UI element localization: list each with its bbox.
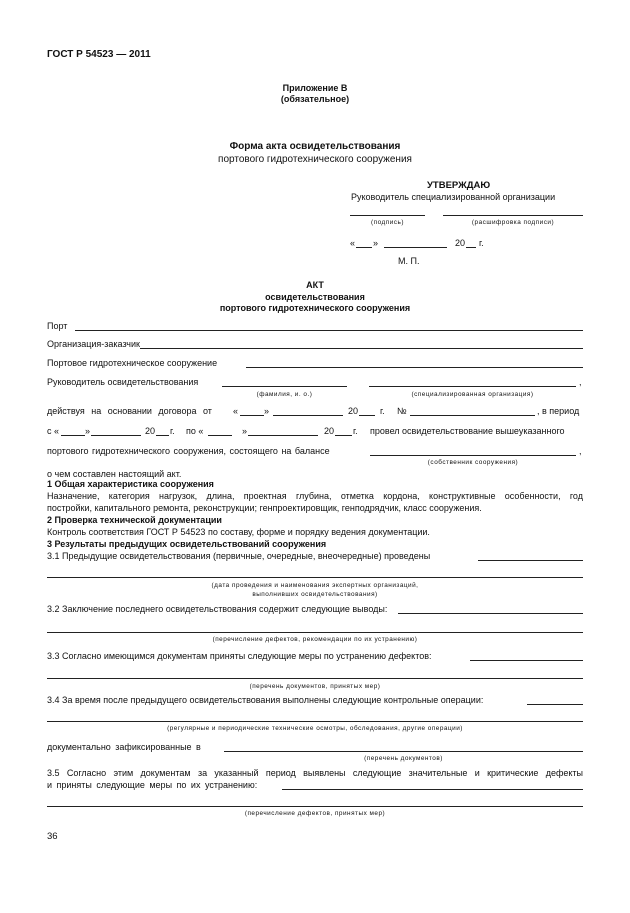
approval-date-open: « [350,238,356,248]
section3-1-line-b [47,577,583,578]
section3-5-text-line2: и приняты следующие меры по их устранению: [47,780,258,790]
period-from-year-line [156,435,169,436]
basis-g: г. [380,406,385,416]
period-quote: » [85,426,91,436]
act-title: АКТ [306,280,324,290]
owner-caption: (собственник сооружения) [427,459,519,466]
basis-no: № [397,406,407,416]
section3-5-caption: (перечисление дефектов, принятых мер) [244,810,386,817]
section2-title: 2 Проверка технической документации [47,515,222,525]
section1-title: 1 Общая характеристика сооружения [47,479,214,489]
approval-year-suffix: г. [479,238,484,248]
approver-role: Руководитель специализированной организации [351,192,556,202]
basis-quote-open: « [233,406,239,416]
period-to-month-line [248,435,318,436]
approval-year: 20 [455,238,466,248]
basis-label: действуя на основании договора от [47,406,212,416]
section3-1-line-a [478,560,583,561]
period-year2: 20 [324,426,335,436]
basis-end: , в период [537,406,580,416]
section3-3-caption: (перечень документов, принятых мер) [249,683,381,690]
head-label: Руководитель освидетельствования [47,377,199,387]
basis-year-line [359,415,375,416]
act-title-line2: освидетельствования [265,292,365,302]
period-to: по « [186,426,204,436]
port-label: Порт [47,321,68,331]
period-to-year-line [335,435,352,436]
section3-2-text: 3.2 Заключение последнего освидетельствования содержит следующие выводы: [47,604,388,614]
signature-caption: (подпись) [371,219,404,226]
structure-line [246,367,583,368]
section3-4-line-b [47,721,583,722]
section3-title: 3 Результаты предыдущих освидетельствований сооружения [47,539,327,549]
period-to-day-line [208,435,232,436]
approval-year-line [466,247,476,248]
approve-label: УТВЕРЖДАЮ [427,180,491,191]
period-end: провел освидетельствование вышеуказанного [370,426,565,436]
act-title-line3: портового гидротехнического сооружения [219,303,411,313]
approval-date-close: » [373,238,379,248]
section3-4-doc-label: документально зафиксированные в [47,742,201,752]
section3-4-doc-line [224,751,583,752]
period-from-day-line [61,435,85,436]
period-g: г. [170,426,175,436]
basis-day-line [240,415,264,416]
appendix-status: (обязательное) [280,94,350,104]
decoding-caption: (расшифровка подписи) [471,219,555,226]
section3-5-line-a [282,789,583,790]
form-title-line1: Форма акта освидетельствования [229,141,401,152]
section3-2-line-b [47,632,583,633]
section3-2-caption: (перечисление дефектов, рекомендации по их устранению) [212,636,418,643]
balance-label: портового гидротехнического сооружения, состоящего на балансе [47,446,330,456]
head-org-line [369,386,576,387]
basis-quote-close: » [264,406,270,416]
section3-4-doc-caption: (перечень документов) [364,755,443,762]
section3-5-text-line1: 3.5 Согласно этим документам за указанный период выявлены следующие значительные и критические дефекты [47,768,583,778]
approval-month-line [384,247,447,248]
structure-label: Портовое гидротехническое сооружение [47,358,218,368]
stamp-label: М. П. [398,256,420,266]
period-from: с « [47,426,60,436]
customer-label: Организация-заказчик [47,339,140,349]
basis-year: 20 [348,406,359,416]
form-title-line2: портового гидротехнического сооружения [218,154,412,165]
head-comma: , [579,377,582,387]
name-caption: (фамилия, и. о.) [256,391,313,398]
basis-month-line [273,415,343,416]
period-g2: г. [353,426,358,436]
appendix-title: Приложение В [282,83,348,93]
section2-text: Контроль соответствия ГОСТ Р 54523 по составу, форме и порядку ведения документации. [47,527,430,537]
section3-3-line-b [47,678,583,679]
page-number: 36 [47,831,58,842]
basis-number-line [410,415,535,416]
approval-day-line [356,247,372,248]
section3-2-line-a [398,613,583,614]
signature-decoding-line [443,215,583,216]
section3-1-caption2: выполнивших освидетельствования) [252,591,378,598]
balance-comma: , [579,446,582,456]
customer-line [140,348,583,349]
port-line [75,330,583,331]
section3-3-line-a [470,660,583,661]
head-name-line [222,386,347,387]
section3-4-line-a [527,704,583,705]
section3-5-line-b [47,806,583,807]
section3-3-text: 3.3 Согласно имеющимся документам приняты следующие меры по устранению дефектов: [47,651,432,661]
period-quote2: » [242,426,248,436]
period-year: 20 [145,426,156,436]
section3-4-text: 3.4 За время после предыдущего освидетельствования выполнены следующие контрольные операции: [47,695,484,705]
section1-text-line2: постройки, капитального ремонта, реконструкции; генпроектировщик, генподрядчик, класс сооружения. [47,503,482,513]
section3-1-text: 3.1 Предыдущие освидетельствования (первичные, очередные, внеочередные) проведены [47,551,431,561]
drawn-up-text: о чем составлен настоящий акт. [47,469,182,479]
section3-4-caption: (регулярные и периодические технические осмотры, обследования, другие операции) [167,725,463,732]
period-from-month-line [91,435,141,436]
balance-owner-line [370,455,576,456]
section3-1-caption1: (дата проведения и наименования экспертных организаций, [211,582,419,589]
standard-number: ГОСТ Р 54523 — 2011 [47,49,151,60]
org-caption: (специализированная организация) [411,391,534,398]
signature-line [350,215,425,216]
section1-text-line1: Назначение, категория нагрузок, длина, проектная глубина, отметка кордона, конструктивные особенности, год [47,491,583,501]
